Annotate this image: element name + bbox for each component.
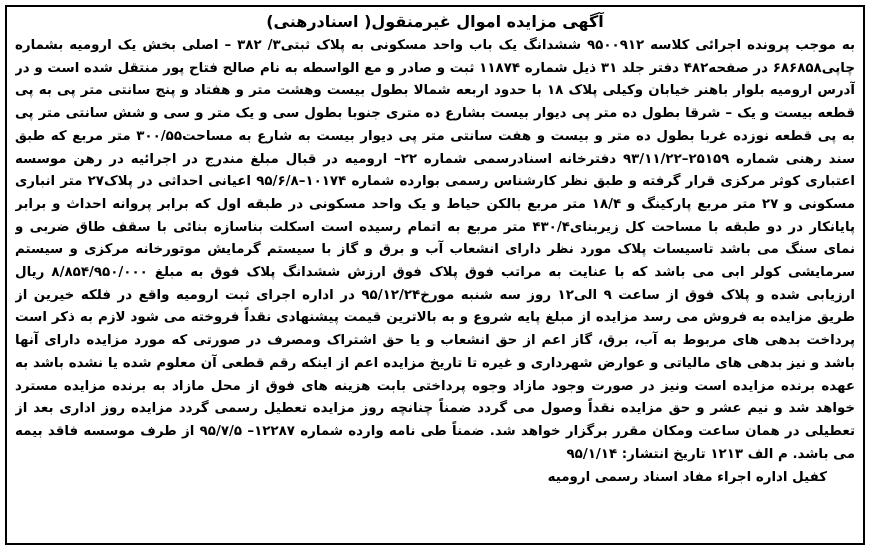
notice-title: آگهی مزایده اموال غیرمنقول( اسنادرهنی)	[266, 12, 604, 31]
notice-signature: کفیل اداره اجراء مفاد اسناد رسمی ارومیه	[547, 470, 827, 486]
notice-frame	[5, 5, 865, 545]
auction-notice	[15, 11, 855, 537]
notice-body: به موجب پرونده اجرائی کلاسه ۹۵۰۰۹۱۲ ششدانگ یک باب واحد مسکونی به پلاک ثبتی۳/ ۳۸۲ – اصلی بخش یک ارومیه بشماره چاپی۶۸۶۸۵۸ در صفحه۴۸۲ دفتر جلد ۳۱ ذیل شماره ۱۱۸۷۴ ثبت و صادر و مع الواسطه به نام صالح فتاح پور منتقل شده است و در آدرس ارومیه بلوار باهنر خیابان وکیلی پلاک ۱۸ با حدود اربعه شمالا بطول بیست وهشت متر و هفتاد و پنج سانتی متر پی به پی قطعه بیست و یک – شرقا بطول ده متر پی دیوار بیست بشارع ده متری جنوبا بطول سی و یک متر و سی و شش سانتی متر پی به پی قطعه نوزده غربا بطول ده متر و بیست و هفت سانتی متر پی دیوار بیست به شارع به مساحت۳۰۰/۵۵ متر مربع که طبق سند رهنی شماره ۲۵۱۵۹–۹۳/۱۱/۲۲ دفترخانه اسنادرسمی شماره ۲۲– ارومیه در قبال مبلغ مندرج در اجرائیه در رهن موسسه اعتباری کوثر مرکزی قرار گرفته و طبق نظر کارشناس رسمی بوارده شماره ۱۰۱۷۴–۹۵/۶/۸ اعیانی احداثی در پلاک۲۷ متر انباری مسکونی و ۲۷ متر مربع پارکینگ و ۱۸/۴ متر مربع بالکن حیاط و یک واحد مسکونی در طبقه اول که برابر پروانه احداث و برابر پایانکار در دو طبقه با مساحت کل زیربنای۴۳۰/۴ متر مربع به اتمام رسیده است اسکلت بناسازه بنائی با سقف طاق ضربی و نمای سنگ می باشد تاسیسات پلاک مورد نظر دارای انشعاب آب و برق و گاز با سیستم گرمایش موتورخانه مرکزی و سیستم سرمایشی کولر ابی می باشد که با عنایت به مراتب فوق پلاک فوق ارزش ششدانگ پلاک فوق به مبلغ ۸/۸۵۴/۹۵۰/۰۰۰ ریال ارزیابی شده و پلاک فوق از ساعت ۹ الی۱۲ روز سه شنبه مورخ۹۵/۱۲/۲۴ در اداره اجرای ثبت ارومیه واقع در فلکه خیرین از طریق مزایده به فروش می رسد مزایده از مبلغ پایه شروع و به بالاترین قیمت پیشنهادی نقداً فروخته می شود لازم به ذکر است پرداخت بدهی های مربوط به آب، برق، گاز اعم از حق انشعاب و یا حق اشتراک ومصرف در صورتی که مورد مزایده دارای آنها باشد و نیز بدهی های مالیاتی و عوارض شهرداری و غیره تا تاریخ مزایده اعم از اینکه رقم قطعی آن معلوم شده یا نشده باشد به عهده برنده مزایده است ونیز در صورت وجود مازاد وجوه پرداختی بابت هزینه های فوق از محل مازاد به برنده مزایده مسترد خواهد شد و نیم عشر و حق مزایده نقداً وصول می گردد ضمناً چنانچه روز مزایده تعطیل رسمی گردد مزایده روز اداری بعد از تعطیلی در همان ساعت ومکان مقرر برگزار خواهد شد. ضمناً طی نامه وارده شماره ۱۲۲۸۷– ۹۵/۷/۵ از طرف موسسه فاقد بیمه می باشد. م الف ۱۲۱۳ تاریخ انتشار: ۹۵/۱/۱۴	[15, 38, 855, 462]
